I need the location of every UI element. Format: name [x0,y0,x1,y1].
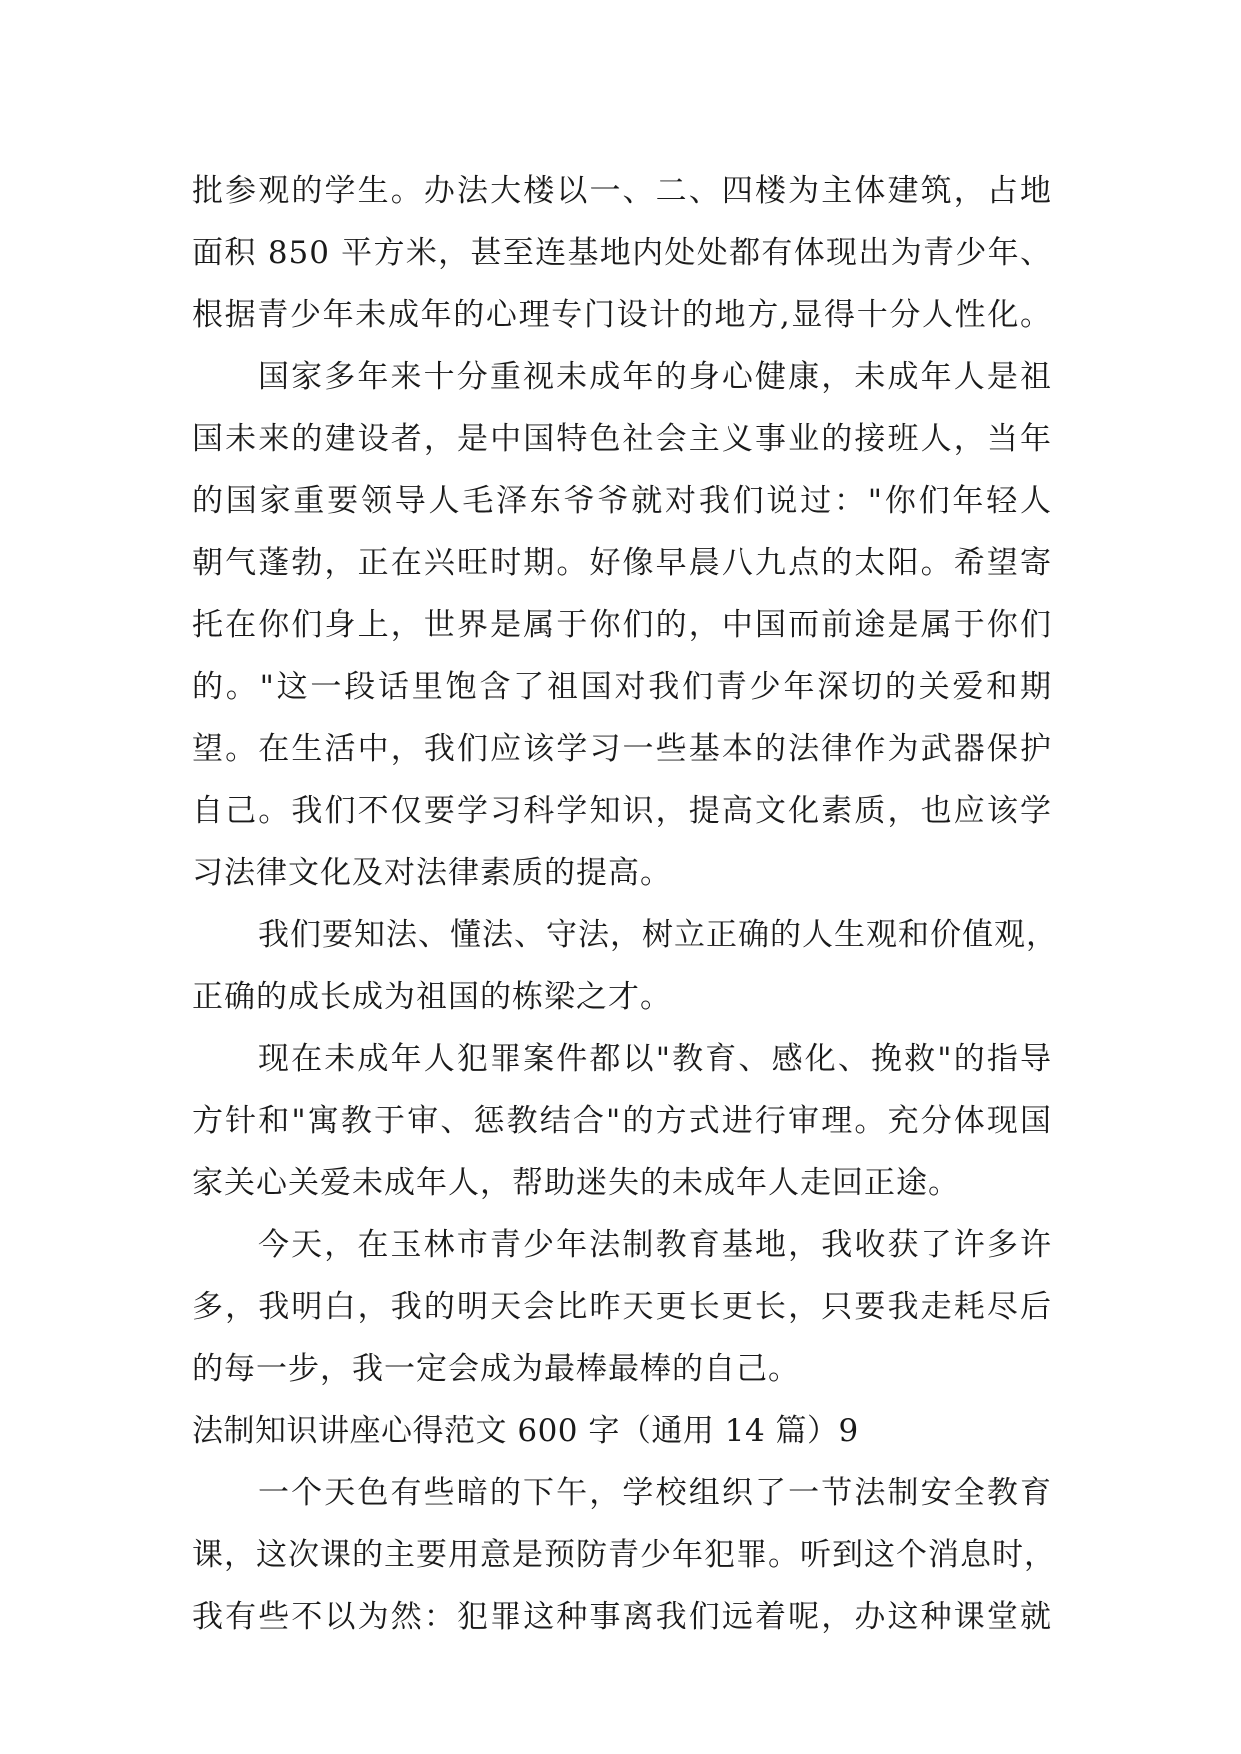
text-line: 课，这次课的主要用意是预防青少年犯罪。听到这个消息时， [192,1537,1056,1573]
text-line: 的国家重要领导人毛泽东爷爷就对我们说过："你们年轻人 [192,483,1052,519]
text-line: 的每一步，我一定会成为最棒最棒的自己。 [192,1351,800,1387]
text-line: 多，我明白，我的明天会比昨天更长更长，只要我走耗尽后 [192,1289,1052,1325]
document-body [192,160,1058,1648]
text-line: 国家多年来十分重视未成年的身心健康，未成年人是祖 [258,359,1052,395]
section-heading [192,1400,1052,1462]
paragraph [192,346,1052,904]
text-line: 托在你们身上，世界是属于你们的，中国而前途是属于你们 [192,607,1052,643]
text-line: 面积 850 平方米，甚至连基地内处处都有体现出为青少年、 [192,235,1052,271]
paragraph [192,1214,1052,1400]
section-heading-text: 法制知识讲座心得范文 600 字（通用 14 篇）9 [192,1413,859,1449]
text-line: 自己。我们不仅要学习科学知识，提高文化素质，也应该学 [192,793,1052,829]
text-line: 方针和"寓教于审、惩教结合"的方式进行审理。充分体现国 [192,1103,1052,1139]
text-line: 正确的成长成为祖国的栋梁之才。 [192,979,672,1015]
paragraph [192,1462,1056,1648]
text-line: 今天，在玉林市青少年法制教育基地，我收获了许多许 [258,1227,1052,1263]
text-line: 的。"这一段话里饱含了祖国对我们青少年深切的关爱和期 [192,669,1052,705]
paragraph [192,1028,1052,1214]
paragraph [192,160,1052,346]
text-line: 现在未成年人犯罪案件都以"教育、感化、挽救"的指导 [258,1041,1052,1077]
text-line: 习法律文化及对法律素质的提高。 [192,855,672,891]
text-line: 朝气蓬勃，正在兴旺时期。好像早晨八九点的太阳。希望寄 [192,545,1052,581]
text-line: 我们要知法、懂法、守法，树立正确的人生观和价值观， [258,917,1058,953]
text-line: 批参观的学生。办法大楼以一、二、四楼为主体建筑，占地 [192,173,1052,209]
text-line: 我有些不以为然：犯罪这种事离我们远着呢，办这种课堂就 [192,1599,1052,1635]
text-line: 望。在生活中，我们应该学习一些基本的法律作为武器保护 [192,731,1052,767]
text-line: 国未来的建设者，是中国特色社会主义事业的接班人，当年 [192,421,1052,457]
text-line: 根据青少年未成年的心理专门设计的地方,显得十分人性化。 [192,297,1052,333]
paragraph [192,904,1058,1028]
text-line: 一个天色有些暗的下午，学校组织了一节法制安全教育 [258,1475,1052,1511]
text-line: 家关心关爱未成年人，帮助迷失的未成年人走回正途。 [192,1165,960,1201]
